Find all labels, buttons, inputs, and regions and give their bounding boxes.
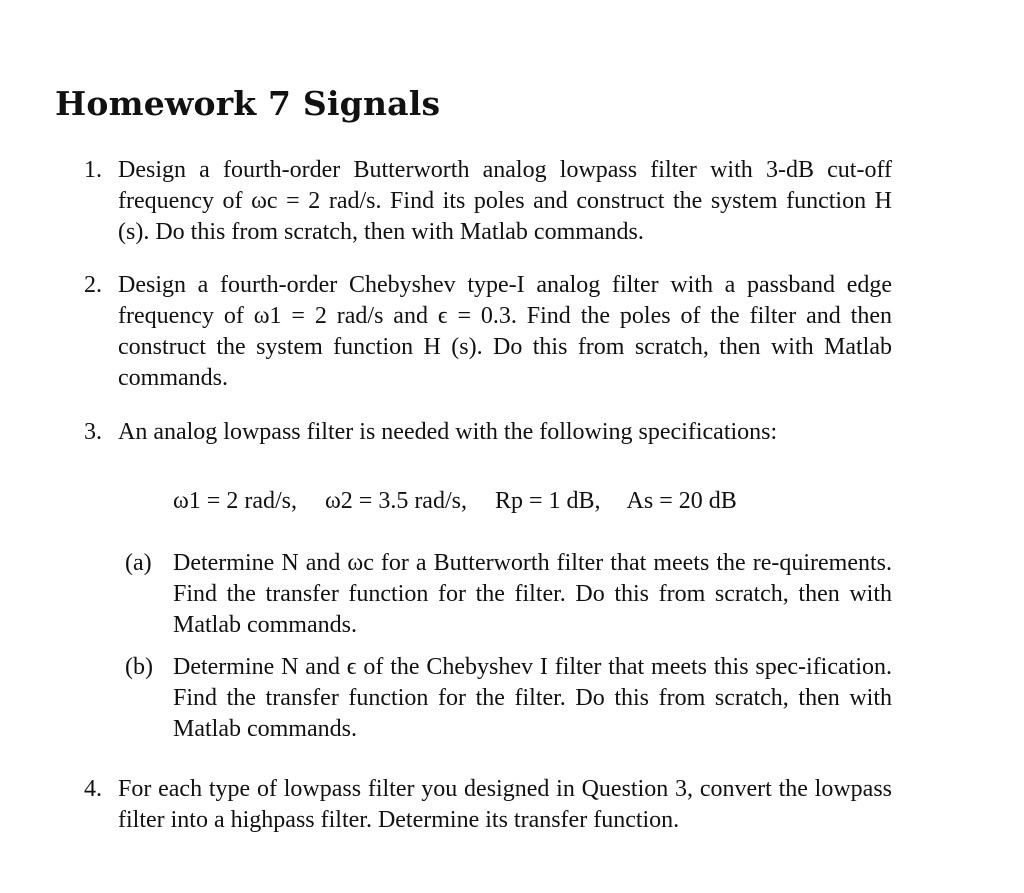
spec-w2: ω2 = 3.5 rad/s, [324,488,467,514]
problem-text: Design a fourth-order Chebyshev type-I analog filter with a passband edge frequency of ω1 = 2 rad/s and ϵ = 0.3. Find the poles of the filter and then construct the system function H (s). Do this from scratch, then with Matlab commands. [118,272,892,391]
part-text: Determine N and ωc for a Butterworth filter that meets the re-quirements. Find the transfer function for the filter. Do this from scratch, then with Matlab commands. [173,550,892,638]
spec-as: As = 20 dB [626,488,737,514]
problem-text: An analog lowpass filter is needed with the following specifications: [118,419,778,445]
problem-3a [125,548,892,641]
problem-1 [84,155,892,248]
problem-3 [84,417,892,448]
problem-number: 3. [84,419,102,445]
spec-w1: ω1 = 2 rad/s, [173,488,297,514]
spec-rp: Rp = 1 dB, [494,488,601,514]
problem-number: 1. [84,157,102,183]
problem-text: For each type of lowpass filter you designed in Question 3, convert the lowpass filter into a highpass filter. Determine its transfer function. [118,776,892,833]
specifications-equation [173,486,737,517]
problem-number: 2. [84,272,102,298]
problem-text: Design a fourth-order Butterworth analog lowpass filter with 3-dB cut-off frequency of ωc = 2 rad/s. Find its poles and construct the system function H (s). Do this from scratch, then with Matlab commands. [118,157,892,245]
problem-number: 4. [84,776,102,802]
part-text: Determine N and ϵ of the Chebyshev I filter that meets this spec-ification. Find the transfer function for the filter. Do this from scratch, then with Matlab commands. [173,654,892,742]
problem-3b [125,652,892,745]
page-title: Homework 7 Signals [55,84,441,123]
problem-4 [84,774,892,836]
part-label: (a) [125,550,152,576]
problem-2 [84,270,892,394]
part-label: (b) [125,654,153,680]
